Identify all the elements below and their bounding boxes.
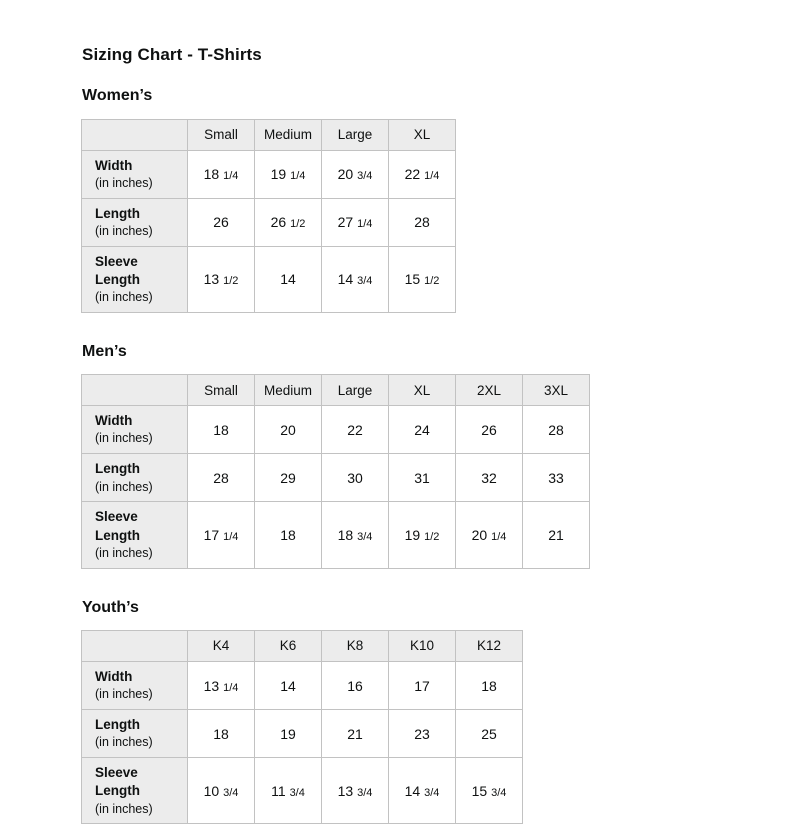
size-value-cell: 26 1/2	[255, 198, 322, 246]
corner-cell	[82, 630, 188, 661]
column-header-row	[82, 630, 523, 661]
fraction: 1/4	[290, 170, 306, 183]
row-sublabel: (in inches)	[95, 290, 153, 305]
fraction: 1/2	[424, 275, 440, 288]
fraction: 1/4	[357, 218, 373, 231]
column-header-row	[82, 119, 456, 150]
row-label: Width	[95, 668, 133, 684]
row-sublabel: (in inches)	[95, 223, 153, 238]
size-value-cell: 18	[255, 502, 322, 568]
size-value-cell: 14	[255, 661, 322, 709]
section-heading-youths: Youth’s	[82, 598, 139, 616]
size-value-cell: 28	[523, 406, 590, 454]
column-header: K12	[456, 630, 523, 661]
size-value-cell: 28	[188, 454, 255, 502]
row-label: Sleeve Length	[95, 253, 140, 287]
fraction: 1/4	[223, 531, 239, 544]
column-header: Small	[188, 375, 255, 406]
column-header: K10	[389, 630, 456, 661]
size-value-cell: 20 3/4	[322, 150, 389, 198]
fraction: 3/4	[357, 170, 373, 183]
row-label: Width	[95, 413, 133, 429]
section-mens	[81, 342, 800, 569]
table-row	[82, 198, 456, 246]
row-label-cell	[82, 454, 188, 502]
size-value-cell: 19 1/4	[255, 150, 322, 198]
row-sublabel: (in inches)	[95, 687, 153, 702]
fraction: 1/4	[223, 681, 239, 694]
row-label: Sleeve Length	[95, 509, 140, 543]
size-value-cell: 15 1/2	[389, 246, 456, 312]
table-row	[82, 502, 590, 568]
column-header: K4	[188, 630, 255, 661]
size-value-cell: 26	[188, 198, 255, 246]
size-value-cell: 24	[389, 406, 456, 454]
size-value-cell: 14 3/4	[389, 758, 456, 824]
row-label-cell	[82, 661, 188, 709]
size-value-cell: 18 1/4	[188, 150, 255, 198]
size-value-cell: 20	[255, 406, 322, 454]
table-row	[82, 454, 590, 502]
size-value-cell: 33	[523, 454, 590, 502]
size-value-cell: 18	[456, 661, 523, 709]
section-youths	[81, 598, 800, 824]
row-label-cell	[82, 406, 188, 454]
column-header: Medium	[255, 119, 322, 150]
size-value-cell: 13 3/4	[322, 758, 389, 824]
column-header: XL	[389, 119, 456, 150]
column-header: 2XL	[456, 375, 523, 406]
size-value-cell: 23	[389, 710, 456, 758]
size-value-cell: 10 3/4	[188, 758, 255, 824]
row-label: Length	[95, 461, 140, 477]
table-row	[82, 661, 523, 709]
column-header: Medium	[255, 375, 322, 406]
size-value-cell: 21	[322, 710, 389, 758]
size-value-cell: 20 1/4	[456, 502, 523, 568]
fraction: 3/4	[357, 275, 373, 288]
row-label-cell	[82, 710, 188, 758]
row-label-cell	[82, 150, 188, 198]
size-value-cell: 14 3/4	[322, 246, 389, 312]
row-label: Sleeve Length	[95, 765, 140, 799]
section-heading-womens: Women’s	[82, 87, 153, 105]
size-value-cell: 31	[389, 454, 456, 502]
column-header: K6	[255, 630, 322, 661]
fraction: 3/4	[424, 786, 440, 799]
size-value-cell: 19	[255, 710, 322, 758]
size-value-cell: 18 3/4	[322, 502, 389, 568]
row-sublabel: (in inches)	[95, 801, 153, 816]
size-value-cell: 28	[389, 198, 456, 246]
section-womens	[81, 86, 800, 313]
section-heading-mens: Men’s	[82, 343, 127, 361]
column-header-row	[82, 375, 590, 406]
table-row	[82, 246, 456, 312]
fraction: 1/4	[424, 170, 440, 183]
size-value-cell: 17 1/4	[188, 502, 255, 568]
table-row	[82, 710, 523, 758]
size-value-cell: 25	[456, 710, 523, 758]
row-label: Length	[95, 717, 140, 733]
size-value-cell: 15 3/4	[456, 758, 523, 824]
row-label-cell	[82, 502, 188, 568]
fraction: 1/2	[424, 531, 440, 544]
size-value-cell: 11 3/4	[255, 758, 322, 824]
sizing-table-mens	[81, 374, 590, 569]
fraction: 3/4	[357, 531, 373, 544]
table-row	[82, 406, 590, 454]
fraction: 1/2	[223, 275, 239, 288]
fraction: 3/4	[491, 786, 507, 799]
fraction: 1/2	[290, 218, 306, 231]
corner-cell	[82, 119, 188, 150]
row-label-cell	[82, 198, 188, 246]
row-sublabel: (in inches)	[95, 545, 153, 560]
column-header: Small	[188, 119, 255, 150]
corner-cell	[82, 375, 188, 406]
fraction: 3/4	[223, 786, 239, 799]
column-header: Large	[322, 375, 389, 406]
table-row	[82, 758, 523, 824]
table-row	[82, 150, 456, 198]
size-value-cell: 32	[456, 454, 523, 502]
row-sublabel: (in inches)	[95, 175, 153, 190]
row-sublabel: (in inches)	[95, 431, 153, 446]
size-value-cell: 13 1/2	[188, 246, 255, 312]
row-label: Width	[95, 157, 133, 173]
page-title: Sizing Chart - T-Shirts	[82, 45, 262, 64]
size-value-cell: 17	[389, 661, 456, 709]
column-header: 3XL	[523, 375, 590, 406]
fraction: 1/4	[223, 170, 239, 183]
column-header: K8	[322, 630, 389, 661]
row-label: Length	[95, 205, 140, 221]
size-value-cell: 13 1/4	[188, 661, 255, 709]
size-value-cell: 18	[188, 710, 255, 758]
size-value-cell: 19 1/2	[389, 502, 456, 568]
size-value-cell: 22	[322, 406, 389, 454]
fraction: 3/4	[289, 786, 305, 799]
size-value-cell: 30	[322, 454, 389, 502]
size-value-cell: 29	[255, 454, 322, 502]
size-value-cell: 14	[255, 246, 322, 312]
row-sublabel: (in inches)	[95, 479, 153, 494]
fraction: 3/4	[357, 786, 373, 799]
size-value-cell: 26	[456, 406, 523, 454]
row-label-cell	[82, 246, 188, 312]
size-value-cell: 21	[523, 502, 590, 568]
size-value-cell: 22 1/4	[389, 150, 456, 198]
row-label-cell	[82, 758, 188, 824]
fraction: 1/4	[491, 531, 507, 544]
column-header: Large	[322, 119, 389, 150]
size-value-cell: 18	[188, 406, 255, 454]
row-sublabel: (in inches)	[95, 735, 153, 750]
size-value-cell: 16	[322, 661, 389, 709]
size-value-cell: 27 1/4	[322, 198, 389, 246]
sizing-table-youths	[81, 630, 523, 824]
column-header: XL	[389, 375, 456, 406]
sizing-table-womens	[81, 119, 456, 314]
